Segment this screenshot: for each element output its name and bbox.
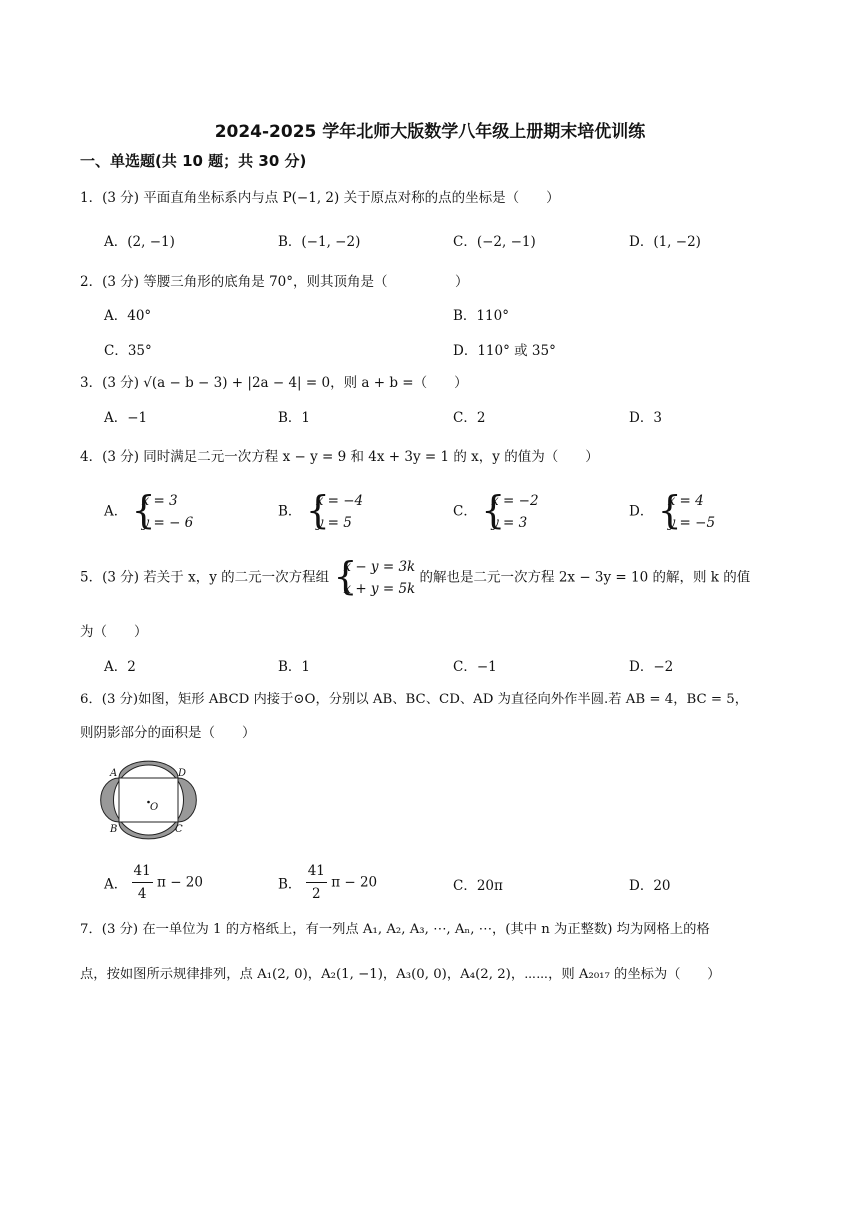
- denominator: 4: [137, 886, 147, 902]
- option-value: 20: [653, 878, 671, 894]
- question-4-option-b[interactable]: [278, 490, 363, 534]
- question-3-option-d[interactable]: D．3: [629, 410, 662, 426]
- question-5-stem: [80, 556, 750, 600]
- stem-text: 5．(3 分) 若关于 x，y 的二元一次方程组: [80, 569, 330, 586]
- question-6-stem-cont: 则阴影部分的面积是（ ）: [80, 725, 256, 741]
- question-7-stem-cont: 点，按如图所示规律排列，点 A₁(2, 0)，A₂(1, −1)，A₃(0, 0)，A₄(2, 2)，⋯⋯，则 A₂₀₁₇ 的坐标为（ ）: [80, 967, 721, 982]
- rectangle-circle-figure: [96, 760, 206, 840]
- denominator: 2: [312, 886, 321, 902]
- question-4-option-c[interactable]: [453, 490, 539, 534]
- figure-label-a: A: [110, 768, 118, 779]
- question-5-option-a[interactable]: A．2: [104, 659, 136, 675]
- figure-label-o: O: [150, 802, 159, 813]
- question-6-option-d[interactable]: [629, 874, 671, 894]
- equation-line: { x = 4: [667, 493, 704, 509]
- option-letter: C．: [453, 503, 477, 520]
- equation-line: y = 3: [491, 515, 528, 531]
- question-4-stem: 4．(3 分) 同时满足二元一次方程 x − y = 9 和 4x + 3y = 1 的 x，y 的值为（ ）: [80, 449, 599, 465]
- option-letter: B．: [278, 503, 302, 520]
- fraction: [132, 860, 153, 905]
- equation-line: { x = −2: [491, 493, 539, 509]
- page-title: 2024-2025 学年北师大版数学八年级上册期末培优训练: [214, 122, 646, 142]
- question-6-option-c[interactable]: [453, 874, 503, 894]
- equation-line: y = 5: [315, 515, 352, 531]
- figure-label-d: D: [178, 768, 187, 779]
- equation-system: [481, 490, 538, 534]
- question-1-stem: 1．(3 分) 平面直角坐标系内与点 P(−1, 2) 关于原点对称的点的坐标是（ ）: [80, 190, 560, 206]
- question-2-option-b[interactable]: B．110°: [453, 308, 509, 324]
- question-7-stem: 7．(3 分) 在一单位为 1 的方格纸上，有一列点 A₁, A₂, A₃, ⋯, Aₙ, ⋯，(其中 n 为正整数) 均为网格上的格: [80, 922, 710, 937]
- section-heading: 一、单选题(共 10 题；共 30 分): [80, 152, 307, 170]
- question-5-option-d[interactable]: D．−2: [629, 659, 674, 675]
- option-letter: D．: [629, 878, 654, 894]
- expression-tail: π − 20: [157, 874, 203, 891]
- numerator: 41: [306, 860, 327, 883]
- question-5-stem-cont: 为（ ）: [80, 624, 148, 640]
- question-6-option-a[interactable]: [104, 860, 203, 905]
- equation-system: [333, 556, 415, 600]
- option-letter: B．: [278, 876, 302, 893]
- expression-tail: π − 20: [331, 874, 378, 891]
- equation-line: y = −5: [667, 515, 716, 531]
- rectangle-abcd: [119, 778, 178, 822]
- stem-text: 的解也是二元一次方程 2x − 3y = 10 的解，则 k 的值: [419, 569, 751, 586]
- question-2-option-d[interactable]: D．110° 或 35°: [453, 343, 556, 359]
- question-2-stem: 2．(3 分) 等腰三角形的底角是 70°，则其顶角是（ ）: [80, 274, 469, 290]
- equation-system: [306, 490, 363, 534]
- question-1-option-d[interactable]: D．(1, −2): [629, 234, 701, 250]
- question-1-option-b[interactable]: B．(−1, −2): [278, 234, 361, 250]
- question-3-option-a[interactable]: A．−1: [104, 410, 148, 426]
- option-letter: D．: [629, 503, 654, 520]
- fraction: [306, 860, 327, 905]
- question-1-option-c[interactable]: C．(−2, −1): [453, 234, 536, 250]
- equation-line: { x = 3: [141, 493, 178, 509]
- question-3-option-c[interactable]: C．2: [453, 410, 486, 426]
- figure-label-b: B: [110, 824, 118, 835]
- option-letter: A．: [104, 503, 128, 520]
- question-4-option-d[interactable]: [629, 490, 715, 534]
- equation-system: [132, 490, 194, 534]
- option-letter: C．: [453, 878, 477, 894]
- equation-line: { x = −4: [315, 493, 364, 509]
- equation-line: x + y = 5k: [343, 581, 416, 597]
- equation-line: { x − y = 3k: [343, 559, 416, 575]
- equation-system: [658, 490, 715, 534]
- question-3-option-b[interactable]: B．1: [278, 410, 311, 426]
- question-2-option-c[interactable]: C．35°: [104, 343, 152, 359]
- numerator: 41: [132, 860, 153, 883]
- question-1-option-a[interactable]: A．(2, −1): [104, 234, 175, 250]
- question-3-stem: 3．(3 分) √(a − b − 3) + |2a − 4| = 0，则 a + b =（ ）: [80, 375, 468, 391]
- question-6-option-b[interactable]: [278, 860, 377, 905]
- option-letter: A．: [104, 876, 128, 893]
- question-4-option-a[interactable]: [104, 490, 193, 534]
- option-value: 20π: [476, 878, 503, 894]
- question-6-stem: 6．(3 分)如图，矩形 ABCD 内接于⊙O，分别以 AB、BC、CD、AD 为直径向外作半圆.若 AB = 4，BC = 5，: [80, 692, 749, 707]
- equation-line: y = − 6: [141, 515, 194, 531]
- figure-label-c: C: [175, 824, 183, 835]
- question-5-option-b[interactable]: B．1: [278, 659, 311, 675]
- question-2-option-a[interactable]: A．40°: [104, 308, 152, 324]
- question-5-option-c[interactable]: C．−1: [453, 659, 497, 675]
